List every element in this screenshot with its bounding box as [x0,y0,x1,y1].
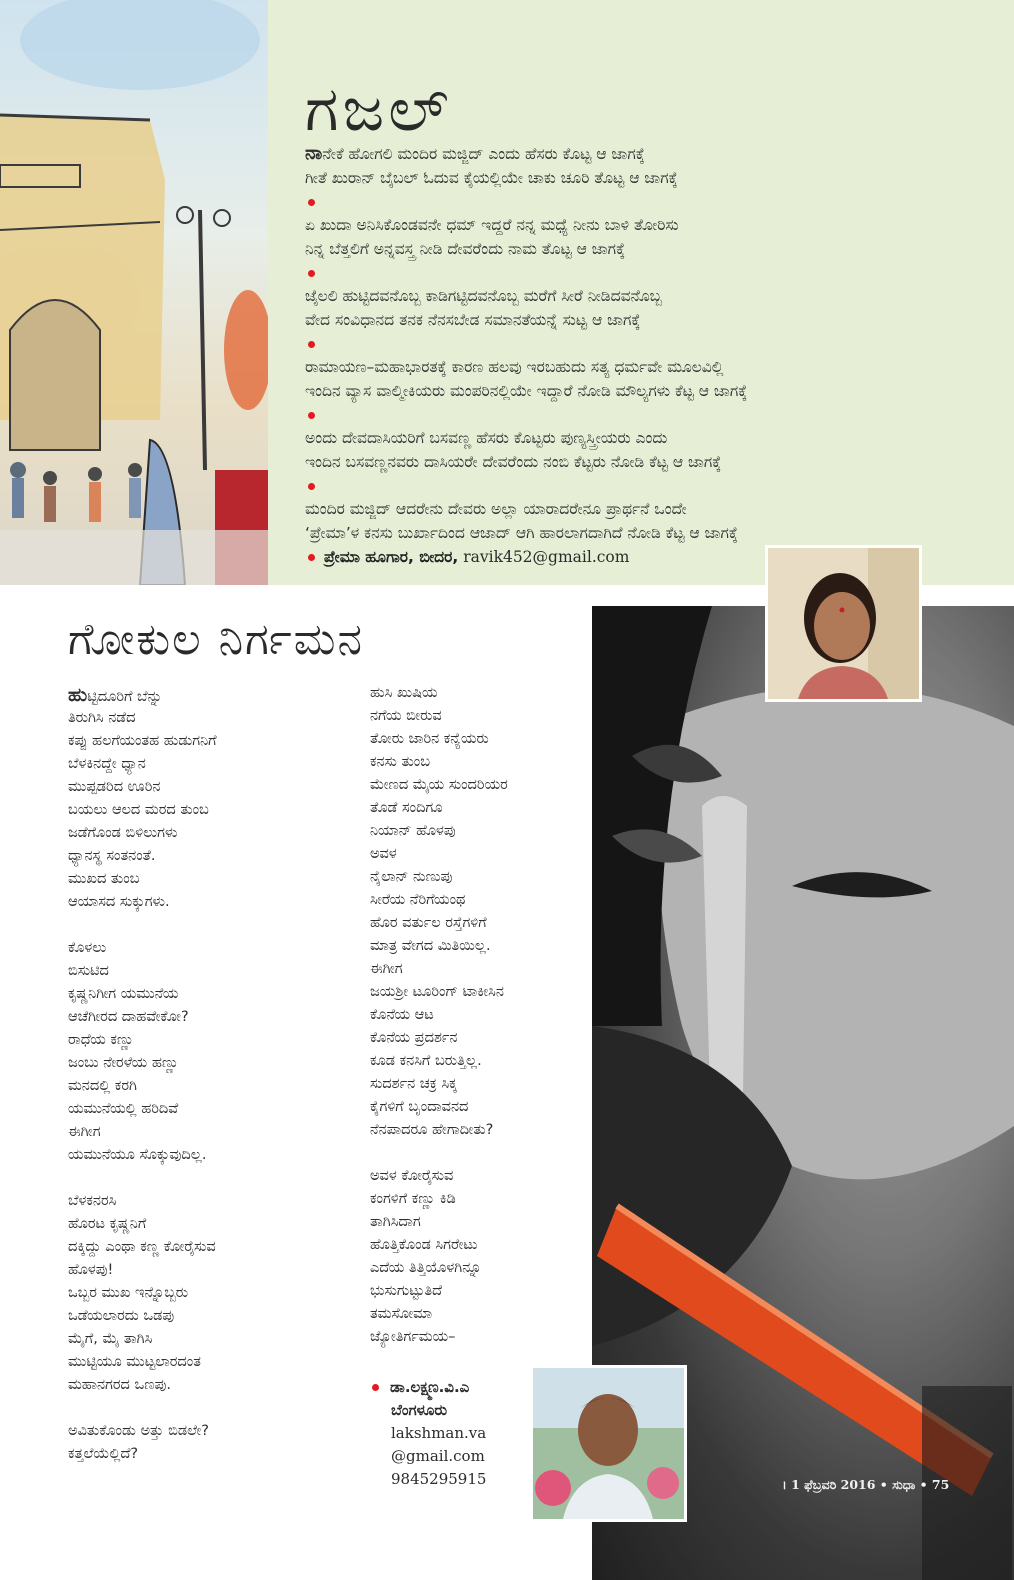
ghazal-line: ನಿನ್ನ ಬೆತ್ತಲಿಗೆ ಅನ್ನವಸ್ತ್ರ ನೀಡಿ ದೇವರೆಂದು ನಾಮ ತೊಟ್ಟ ಆ ಜಾಗಕ್ಕೆ [305,239,626,258]
gokula-author-credit [372,1376,486,1491]
verse-line: ಕೃಷ್ಣನಿಗೀಗ ಯಮುನೆಯ [68,986,179,1002]
verse-line: ಭುಸುಗುಟ್ಟುತಿದೆ [370,1283,443,1299]
bullet-dot [372,1384,379,1391]
verse-line-text: ಟ್ಟಿದೂರಿಗೆ ಬೆನ್ನು [87,689,163,705]
verse-line: ಕೂಡ ಕನಸಿಗೆ ಬರುತ್ತಿಲ್ಲ. [370,1053,482,1069]
ghazal-line: ಜೈಲಲಿ ಹುಟ್ಟಿದವನೊಬ್ಬ ಕಾಡಿಗಟ್ಟಿದವನೊಬ್ಬ ಮರೆಗೆ ಸೀರೆ ನೀಡಿದವನೊಬ್ಬ [305,287,662,305]
watercolor-city-sketch [0,0,268,585]
verse-line: ಮುಪ್ಪಡರಿದ ಊರಿನ [68,779,161,795]
verse-line: ಒಡೆಯಲಾರದು ಒಡಪು [68,1308,175,1324]
verse-line: ಹೊರಟ ಕೃಷ್ಣನಿಗೆ [68,1216,147,1232]
verse-line: ಜಯಶ್ರೀ ಟೂರಿಂಗ್ ಟಾಕೀಸಿನ [370,984,504,1000]
ghazal-first-word: ನಾ [305,142,323,164]
gokula-author-email-domain: @gmail.com [391,1447,485,1465]
verse-line: ಸುದರ್ಶನ ಚಕ್ರ ಸಿಕ್ಕ [370,1076,458,1092]
ghazal-line [305,142,905,167]
verse-line: ತೊಡೆ ಸಂದಿಗೂ [370,800,443,816]
verse-line: ಮುಖದ ತುಂಬ [68,871,140,887]
verse-line: ದಕ್ಕಿದ್ದು ಎಂಥಾ ಕಣ್ಣ ಕೋರೈಸುವ [68,1239,216,1255]
verse-line: ಯಮುನೆಯೂ ಸೊಕ್ಕುವುದಿಲ್ಲ. [68,1147,207,1163]
verse-line: ಕತ್ತಲೆಯೆಲ್ಲಿದೆ? [68,1446,139,1462]
gokula-column-2 [370,682,670,1349]
ghazal-couplet [305,498,905,545]
verse-line: ಬಯಲು ಆಲದ ಮರದ ತುಂಬ [68,802,209,818]
verse-line: ತಿರುಗಿಸಿ ನಡೆದ [68,710,136,726]
verse-line: ಮುಟ್ಟಿಯೂ ಮುಟ್ಟಲಾರದಂತ [68,1354,201,1370]
drop-cap: ಹು [68,684,88,706]
stanza-gap [68,914,368,937]
verse-line: ನಗೆಯ ಬೀರುವ [370,708,442,724]
gokula-author-photo [530,1365,687,1522]
ghazal-poem [305,142,905,545]
verse-line: ಬೆಳಕನರಸಿ [68,1193,117,1209]
gokula-author-name-row [372,1376,486,1399]
verse-line: ಕಂಗಳಿಗೆ ಕಣ್ಣು ಕಿಡಿ [370,1191,456,1207]
verse-line: ಈಗೀಗ [370,961,403,977]
gokula-author-email-user: lakshman.va [391,1424,487,1442]
ghazal-line: ಇಂದಿನ ಬಸವಣ್ಣನವರು ದಾಸಿಯರೇ ದೇವರೆಂದು ನಂಬಿ ಕೆಟ್ಟರು ನೋಡಿ ಕೆಟ್ಟ ಆ ಜಾಗಕ್ಕೆ [305,452,722,471]
verse-line: ಮಹಾನಗರದ ಒಣಪು. [68,1377,171,1393]
couplet-separator-dot [308,483,315,490]
ghazal-line: ‘ಪ್ರೇಮಾ’ಳ ಕನಸು ಬುರ್ಖಾದಿಂದ ಆಜಾದ್ ಆಗಿ ಹಾರಲಾಗದಾಗಿದೆ ನೋಡಿ ಕೆಟ್ಟ ಆ ಜಾಗಕ್ಕೆ [305,523,738,542]
verse-line [68,684,368,707]
verse-line: ಸೀರೆಯ ನೆರಿಗೆಯಂಥ [370,892,466,908]
verse-line: ಯಮುನೆಯಲ್ಲಿ ಹರಿದಿವೆ [68,1101,179,1117]
verse-line: ಮನದಲ್ಲಿ ಕರಗಿ [68,1078,137,1094]
ghazal-line: ರಾಮಾಯಣ–ಮಹಾಭಾರತಕ್ಕೆ ಕಾರಣ ಹಲವು ಇರಬಹುದು ಸತ್ಯ ಧರ್ಮವೇ ಮೂಲವಿಲ್ಲಿ [305,358,724,376]
gokula-author-name: ಡಾ.ಲಕ್ಷ್ಮಣ.ವಿ.ಎ [390,1378,470,1396]
gokula-author-phone: 9845295915 [391,1470,487,1488]
verse-line: ಬಿಸುಟಿದ [68,963,109,979]
ghazal-author-credit [308,548,629,567]
ghazal-line: ಅಂದು ದೇವದಾಸಿಯರಿಗೆ ಬಸವಣ್ಣ ಹೆಸರು ಕೊಟ್ಟರು ಪುಣ್ಯಸ್ತ್ರೀಯರು ಎಂದು [305,429,668,447]
ghazal-line: ಇಂದಿನ ವ್ಯಾಸ ವಾಲ್ಮೀಕಿಯರು ಮಂಪರಿನಲ್ಲಿಯೇ ಇದ್ದಾರೆ ನೋಡಿ ಮೌಲ್ಯಗಳು ಕೆಟ್ಟ ಆ ಜಾಗಕ್ಕೆ [305,381,748,400]
verse-line: ಜ್ಯೋತಿರ್ಗಮಯ– [370,1329,456,1345]
verse-line: ಧ್ಯಾನಸ್ಥ ಸಂತನಂತೆ. [68,848,156,864]
ghazal-couplet [305,214,905,261]
verse-line: ಹುಸಿ ಖುಷಿಯ [370,685,438,701]
ghazal-title: ಗಜಲ್ [305,72,453,145]
ghazal-line-text: ನೇಕೆ ಹೋಗಲಿ ಮಂದಿರ ಮಜ್ಜಿದ್ ಎಂದು ಹೆಸರು ಕೊಟ್ಟ ಆ ಜಾಗಕ್ಕೆ [322,145,645,163]
couplet-separator-dot [308,199,315,206]
verse-line: ಮೈಗೆ, ಮೈ ತಾಗಿಸಿ [68,1331,153,1347]
verse-line: ತೋರು ಜಾರಿನ ಕನ್ಯೆಯರು [370,731,489,747]
ghazal-line: ಮಂದಿರ ಮಜ್ಜಿದ್ ಆದರೇನು ದೇವರು ಅಲ್ಲಾ ಯಾರಾದರೇನೂ ಪ್ರಾರ್ಥನೆ ಒಂದೇ [305,500,687,518]
ghazal-author-name: ಪ್ರೇಮಾ ಹೂಗಾರ, ಬೀದರ, [324,548,459,566]
ghazal-couplet [305,356,905,403]
verse-line: ಅವಳ ಕೋರೈಸುವ [370,1168,454,1184]
verse-line: ಈಗೀಗ [68,1124,101,1140]
gokula-author-city: ಬೆಂಗಳೂರು [391,1401,448,1419]
verse-line: ಅವಿತುಕೊಂಡು ಅತ್ತು ಬಿಡಲೇ? [68,1423,209,1439]
ghazal-couplet [305,427,905,474]
ghazal-couplet [305,142,905,190]
verse-line: ಕೊಳಲು [68,940,107,956]
stanza-gap [68,1167,368,1190]
couplet-separator-dot [308,270,315,277]
verse-line: ಕೈಗಳಿಗೆ ಬೃಂದಾವನದ [370,1099,469,1115]
verse-line: ನೆನಪಾದರೂ ಹೇಗಾದೀತು? [370,1122,494,1138]
verse-line: ರಾಧೆಯ ಕಣ್ಣು [68,1032,134,1048]
stanza-gap [370,1142,670,1165]
bullet-dot [308,554,315,561]
verse-line: ಬೆಳಕಿನದ್ದೇ ಧ್ಯಾನ [68,756,146,772]
couplet-separator-dot [308,412,315,419]
gokula-title: ಗೋಕುಲ ನಿರ್ಗಮನ [68,614,364,665]
verse-line: ಕಪ್ಪು ಹಲಗೆಯಂತಹ ಹುಡುಗನಿಗೆ [68,733,217,749]
verse-line: ಹೊಳಪು! [68,1262,114,1278]
verse-line: ನಿಯಾನ್ ಹೊಳಪು [370,823,456,839]
page-footer: । 1 ಫೆಬ್ರವರಿ 2016 • ಸುಧಾ • 75 [782,1477,950,1492]
verse-line: ತಾಗಿಸಿದಾಗ [370,1214,421,1230]
verse-line: ಆಚೆಗೀರದ ದಾಹವೇಕೋ? [68,1009,189,1025]
ghazal-author-photo [765,545,922,702]
verse-line: ಹೊರ ವರ್ತುಲ ರಸ್ತೆಗಳಿಗೆ [370,915,487,931]
verse-line: ಕೊನೆಯ ಆಟ [370,1007,434,1023]
verse-line: ನೈಲಾನ್ ನುಣುಪು [370,869,453,885]
stanza-gap [68,1397,368,1420]
verse-line: ಕನಸು ತುಂಬ [370,754,431,770]
verse-line: ಮೇಣದ ಮೈಯ ಸುಂದರಿಯರ [370,777,508,793]
ghazal-couplet [305,285,905,332]
ghazal-line: ಗೀತೆ ಖುರಾನ್ ಬೈಬಲ್ ಓದುವ ಕೈಯಲ್ಲಿಯೇ ಚಾಕು ಚೂರಿ ತೊಟ್ಟ ಆ ಜಾಗಕ್ಕೆ [305,168,678,187]
verse-line: ಆಯಾಸದ ಸುಕ್ಕುಗಳು. [68,894,170,910]
ghazal-line: ಏ ಖುದಾ ಅನಿಸಿಕೊಂಡವನೇ ಧಮ್ ಇದ್ದರೆ ನನ್ನ ಮಧ್ಯೆ ನೀನು ಬಾಳಿ ತೋರಿಸು [305,216,679,234]
verse-line: ಜಡೆಗೊಂಡ ಬಿಳಿಲುಗಳು [68,825,178,841]
verse-line: ಹೊತ್ತಿಕೊಂಡ ಸಿಗರೇಟು [370,1237,478,1253]
verse-line: ಒಬ್ಬರ ಮುಖ ಇನ್ನೊಬ್ಬರು [68,1285,189,1301]
verse-line: ಜಂಬು ನೇರಳೆಯ ಹಣ್ಣು [68,1055,179,1071]
couplet-separator-dot [308,341,315,348]
verse-line: ಅವಳ [370,846,397,862]
verse-line: ಎದೆಯ ತಿತ್ತಿಯೊಳಗಿನ್ನೂ [370,1260,482,1276]
verse-line: ಕೊನೆಯ ಪ್ರದರ್ಶನ [370,1030,458,1046]
verse-line: ತಮಸೋಮಾ [370,1306,433,1322]
ghazal-line: ವೇದ ಸಂವಿಧಾನದ ತನಕ ನೆನಸಬೇಡ ಸಮಾನತೆಯನ್ನೆ ಸುಟ್ಟ ಆ ಜಾಗಕ್ಕೆ [305,310,641,329]
ghazal-author-email: ravik452@gmail.com [463,548,630,566]
verse-line: ಮಾತ್ರ ವೇಗದ ಮಿತಿಯಿಲ್ಲ. [370,938,491,954]
gokula-column-1 [68,684,368,1466]
